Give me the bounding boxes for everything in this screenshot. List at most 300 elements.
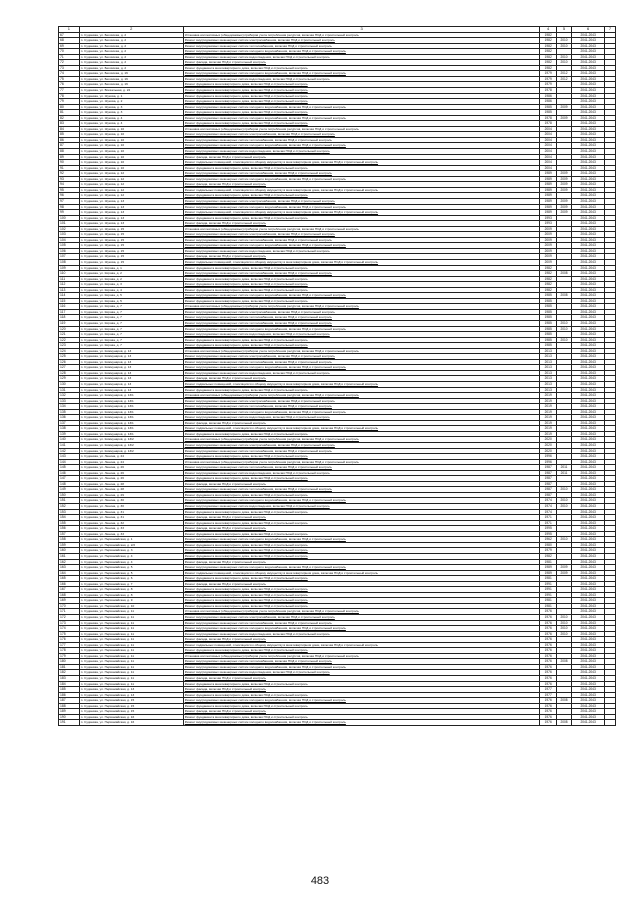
planned-period-cell: 2041-2043 [572,504,605,510]
build-year-cell: 1976 [540,659,556,665]
address-cell: п. Судиевка, ул. Ленина, д. 26 [79,476,183,482]
last-repair-cell: 2010 [556,337,571,343]
build-year-cell: 2013 [540,359,556,365]
row-number: 111 [59,276,80,282]
build-year-cell: 1976 [540,670,556,676]
planned-period-cell: 2041-2043 [572,487,605,493]
planned-period-cell: 2041-2043 [572,409,605,415]
planned-period-cell: 2041-2043 [572,559,605,565]
build-year-cell: 2019 [540,409,556,415]
planned-period-cell: 2041-2043 [572,614,605,620]
last-repair-cell: 2008 [556,271,571,277]
build-year-cell: 1981 [540,598,556,604]
build-year-cell: 1985 [540,104,556,110]
build-year-cell: 1985 [540,326,556,332]
planned-period-cell: 2041-2043 [572,570,605,576]
planned-period-cell: 2041-2043 [572,71,605,77]
planned-period-cell: 2041-2043 [572,703,605,709]
address-cell: п. Судиевка, ул. Коммунаров, д. 13 [79,365,183,371]
address-cell: п. Судиевка, ул. Вокзальная, д. 24 [79,88,183,94]
build-year-cell: 2013 [540,376,556,382]
address-cell: п. Судиевка, ул. Беговская, д. 16 [79,82,183,88]
address-cell: п. Судиевка, ул. Жукова, д. 15 [79,237,183,243]
last-repair-cell: 2008 [556,659,571,665]
row-number: 86 [59,137,80,143]
last-repair-cell: 2010 [556,320,571,326]
build-year-cell: 2004 [540,160,556,166]
work-type-cell: Ремонт фундамента многоквартирного дома, включая ПСД и строительный контроль [183,431,540,437]
build-year-cell: 1974 [540,498,556,504]
address-cell: п. Судиевка, ул. Коммунаров, д. 13/2 [79,437,183,443]
address-cell: п. Судиевка, ул. Ленина, д. 24 [79,459,183,465]
row-number: 131 [59,387,80,393]
row-number: 124 [59,348,80,354]
build-year-cell: 1982 [540,553,556,559]
build-year-cell: 1982 [540,271,556,277]
build-year-cell: 1976 [540,614,556,620]
address-cell: п. Судиевка, ул. Кирова, д. 5 [79,293,183,299]
work-type-cell: Ремонт подвальных помещений, относящихся к общему имуществу в многоквартирном доме, включая ПСД и строительный контроль [183,259,540,265]
row-number: 150 [59,492,80,498]
build-year-cell: 1985 [540,315,556,321]
address-cell: п. Судиевка, ул. Первомайская, д. 16 [79,720,183,726]
address-cell: п. Судиевка, ул. Жукова, д. 15 [79,226,183,232]
build-year-cell: 1979 [540,76,556,82]
address-cell: п. Судиевка, ул. Первомайская, д. 11 [79,653,183,659]
work-type-cell: Ремонт внутридомовых инженерных систем теплоснабжения, включая ПСД и строительный контроль [183,237,540,243]
work-type-cell: Ремонт фундамента многоквартирного дома, включая ПСД и строительный контроль [183,287,540,293]
row-number: 105 [59,243,80,249]
address-cell: п. Судиевка, ул. Первомайская, д. 15 [79,703,183,709]
planned-period-cell: 2041-2043 [572,603,605,609]
address-cell: п. Судиевка, ул. Первомайская, д. 5 [79,565,183,571]
address-cell: п. Судиевка, ул. Кирова, д. 1 [79,265,183,271]
planned-period-cell: 2041-2043 [572,176,605,182]
build-year-cell: 2013 [540,370,556,376]
build-year-cell: 2020 [540,448,556,454]
work-type-cell: Ремонт фасада, включая ПСД и строительный контроль [183,515,540,521]
header-cell: 1 [59,27,80,33]
build-year-cell: 1985 [540,343,556,349]
row-number: 85 [59,132,80,138]
planned-period-cell: 2041-2043 [572,565,605,571]
work-type-cell: Ремонт внутридомовых инженерных систем теплоснабжения, включая ПСД и строительный контроль [183,404,540,410]
build-year-cell: 2013 [540,387,556,393]
work-type-cell: Ремонт внутридомовых инженерных систем теплоснабжения, включая ПСД и строительный контроль [183,448,540,454]
build-year-cell: 1989 [540,570,556,576]
planned-period-cell: 2041-2043 [572,88,605,94]
planned-period-cell: 2041-2043 [572,198,605,204]
build-year-cell: 2019 [540,431,556,437]
work-type-cell: Ремонт внутридомовых инженерных систем холодного водоснабжения, включая ПСД и строительный контроль [183,143,540,149]
work-type-cell: Ремонт фасада, включая ПСД и строительный контроль [183,675,540,681]
work-type-cell: Ремонт внутридомовых инженерных систем теплоснабжения, включая ПСД и строительный контроль [183,487,540,493]
row-number: 79 [59,99,80,105]
row-number: 183 [59,675,80,681]
planned-period-cell: 2041-2043 [572,354,605,360]
document-sheet [58,26,616,726]
work-type-cell: Ремонт фундамента многоквартирного дома, включая ПСД и строительный контроль [183,282,540,288]
work-type-cell: Ремонт фасада, включая ПСД и строительный контроль [183,581,540,587]
address-cell: п. Судиевка, ул. Ленина, д. 33 [79,526,183,532]
build-year-cell: 1989 [540,171,556,177]
row-number: 136 [59,415,80,421]
build-year-cell: 1982 [540,38,556,44]
row-number: 158 [59,537,80,543]
address-cell: п. Судиевка, ул. Коммунаров, д. 13 [79,387,183,393]
last-repair-cell: 2009 [556,187,571,193]
build-year-cell: 2004 [540,165,556,171]
build-year-cell: 1989 [540,193,556,199]
address-cell: п. Судиевка, ул. Кирова, д. 3 [79,282,183,288]
work-type-cell: Ремонт внутридомовых инженерных систем холодного водоснабжения, включая ПСД и строительный контроль [183,115,540,121]
work-type-cell: Ремонт внутридомовых инженерных систем теплоснабжения, включая ПСД и строительный контроль [183,320,540,326]
planned-period-cell: 2041-2043 [572,320,605,326]
build-year-cell: 1993 [540,215,556,221]
address-cell: п. Судиевка, ул. Первомайская, д. 13 [79,687,183,693]
last-repair-cell: 2008 [556,720,571,726]
build-year-cell: 1981 [540,559,556,565]
work-type-cell: Ремонт фасада, включая ПСД и строительный контроль [183,420,540,426]
build-year-cell: 1962 [540,537,556,543]
work-type-cell: Ремонт фундамента многоквартирного дома, включая ПСД и строительный контроль [183,454,540,460]
build-year-cell: 2019 [540,404,556,410]
build-year-cell: 1976 [540,714,556,720]
last-repair-cell: 2010 [556,620,571,626]
planned-period-cell: 2041-2043 [572,254,605,260]
row-number: 104 [59,237,80,243]
planned-period-cell: 2041-2043 [572,553,605,559]
work-type-cell: Ремонт внутридомовых инженерных систем водоотведения, включая ПСД и строительный контроль [183,54,540,60]
planned-period-cell: 2041-2043 [572,698,605,704]
address-cell: п. Судиевка, ул. Жукова, д. 15 [79,248,183,254]
planned-period-cell: 2041-2043 [572,282,605,288]
build-year-cell: 1981 [540,576,556,582]
planned-period-cell: 2041-2043 [572,49,605,55]
planned-period-cell: 2041-2043 [572,531,605,537]
row-number: 184 [59,681,80,687]
work-type-cell: Установка коллективных (общедомовых) приборов учета потребления ресурсов, включая ПСД и строительный контроль [183,348,540,354]
work-type-cell: Ремонт внутридомовых инженерных систем холодного водоснабжения, включая ПСД и строительный контроль [183,49,540,55]
row-number: 128 [59,370,80,376]
table-body [59,32,616,725]
planned-period-cell: 2041-2043 [572,82,605,88]
build-year-cell: 1986 [540,99,556,105]
planned-period-cell: 2041-2043 [572,65,605,71]
build-year-cell: 1976 [540,653,556,659]
planned-period-cell: 2041-2043 [572,648,605,654]
last-repair-cell: 2010 [556,487,571,493]
build-year-cell: 1980 [540,542,556,548]
work-type-cell: Ремонт фасада, включая ПСД и строительный контроль [183,154,540,160]
table-row [59,720,616,726]
build-year-cell: 2009 [540,248,556,254]
row-number: 99 [59,210,80,216]
build-year-cell: 1985 [540,298,556,304]
planned-period-cell: 2041-2043 [572,492,605,498]
address-cell: п. Судиевка, ул. Коммунаров, д. 13 [79,354,183,360]
planned-period-cell: 2041-2043 [572,598,605,604]
work-type-cell: Ремонт внутридомовых инженерных систем холодного водоснабжения, включая ПСД и строительный контроль [183,720,540,726]
build-year-cell: 2004 [540,137,556,143]
planned-period-cell: 2041-2043 [572,576,605,582]
build-year-cell: 1976 [540,664,556,670]
build-year-cell: 1996 [540,459,556,465]
planned-period-cell: 2041-2043 [572,459,605,465]
last-repair-cell: 2008 [556,698,571,704]
row-number: 121 [59,332,80,338]
last-repair-cell: 2009 [556,565,571,571]
row-number: 148 [59,481,80,487]
row-number: 90 [59,160,80,166]
address-cell: п. Судиевка, ул. Коммунаров, д. 13/2 [79,448,183,454]
planned-period-cell: 2041-2043 [572,448,605,454]
build-year-cell: 1995 [540,531,556,537]
planned-period-cell: 2041-2043 [572,232,605,238]
planned-period-cell: 2041-2043 [572,104,605,110]
last-repair-cell: 2009 [556,182,571,188]
row-number: 169 [59,598,80,604]
address-cell: п. Судиевка, ул. Жукова, д. 10 [79,160,183,166]
work-type-cell: Ремонт фасада, включая ПСД и строительный контроль [183,709,540,715]
address-cell: п. Судиевка, ул. Кирова, д. 7 [79,320,183,326]
row-number: 179 [59,653,80,659]
capital-repair-table [58,26,616,726]
address-cell: п. Судиевка, ул. Первомайская, д. 11 [79,614,183,620]
row-number: 155 [59,520,80,526]
planned-period-cell: 2041-2043 [572,404,605,410]
planned-period-cell: 2041-2043 [572,265,605,271]
row-number: 190 [59,714,80,720]
work-type-cell: Ремонт внутридомовых инженерных систем электроснабжения, включая ПСД и строительный контроль [183,309,540,315]
row-number: 159 [59,542,80,548]
work-type-cell: Ремонт внутридомовых инженерных систем холодного водоснабжения, включая ПСД и строительный контроль [183,664,540,670]
row-number: 98 [59,204,80,210]
address-cell: п. Судиевка, ул. Первомайская, д. 11 [79,659,183,665]
address-cell: п. Судиевка, ул. Ленина, д. 30 [79,498,183,504]
planned-period-cell: 2041-2043 [572,709,605,715]
row-number: 170 [59,603,80,609]
last-repair-cell: 2009 [556,198,571,204]
address-cell: п. Судиевка, ул. Первомайская, д. 1 [79,537,183,543]
build-year-cell: 1982 [540,276,556,282]
work-type-cell: Ремонт фундамента многоквартирного дома, включая ПСД и строительный контроль [183,265,540,271]
planned-period-cell: 2041-2043 [572,132,605,138]
address-cell: п. Судиевка, ул. Жукова, д. 13 [79,210,183,216]
work-type-cell: Ремонт фундамента многоквартирного дома, включая ПСД и строительный контроль [183,576,540,582]
address-cell: п. Судиевка, ул. Ленина, д. 26 [79,465,183,471]
address-cell: п. Судиевка, ул. Жукова, д. 2 [79,99,183,105]
address-cell: п. Судиевка, ул. Коммунаров, д. 13/2 [79,443,183,449]
last-repair-cell: 2010 [556,626,571,632]
work-type-cell: Ремонт внутридомовых инженерных систем холодного водоснабжения, включая ПСД и строительный контроль [183,104,540,110]
address-cell: п. Судиевка, ул. Жукова, д. 10 [79,137,183,143]
address-cell: п. Судиевка, ул. Коммунаров, д. 13 [79,359,183,365]
address-cell: п. Судиевка, ул. Ленина, д. 30 [79,504,183,510]
build-year-cell: 1985 [540,110,556,116]
row-number: 188 [59,703,80,709]
work-type-cell: Ремонт внутридомовых инженерных систем холодного водоснабжения, включая ПСД и строительный контроль [183,365,540,371]
build-year-cell: 2004 [540,149,556,155]
row-number: 81 [59,110,80,116]
address-cell: п. Судиевка, ул. Кирова, д. 2 [79,271,183,277]
work-type-cell: Ремонт внутридомовых инженерных систем электроснабжения, включая ПСД и строительный контроль [183,614,540,620]
work-type-cell: Ремонт внутридомовых инженерных систем холодного водоснабжения, включая ПСД и строительный контроль [183,326,540,332]
row-number: 160 [59,548,80,554]
row-number: 129 [59,376,80,382]
address-cell: п. Судиевка, ул. Первомайская, д. 11 [79,675,183,681]
work-type-cell: Ремонт подвальных помещений, относящихся к общему имуществу в многоквартирном доме, включая ПСД и строительный контроль [183,382,540,388]
row-number: 187 [59,698,80,704]
work-type-cell: Ремонт фундамента многоквартирного дома, включая ПСД и строительный контроль [183,492,540,498]
address-cell: п. Судиевка, ул. Беговская, д. 2 [79,60,183,66]
row-number: 139 [59,431,80,437]
address-cell: п. Судиевка, ул. Ленина, д. 24 [79,454,183,460]
address-cell: п. Судиевка, ул. Первомайская, д. 8 [79,587,183,593]
planned-period-cell: 2041-2043 [572,343,605,349]
work-type-cell: Ремонт фундамента многоквартирного дома, включая ПСД и строительный контроль [183,542,540,548]
address-cell: п. Судиевка, ул. Первомайская, д. 11 [79,626,183,632]
address-cell: п. Судиевка, ул. Жукова, д. 10 [79,132,183,138]
work-type-cell: Ремонт внутридомовых инженерных систем теплоснабжения, включая ПСД и строительный контроль [183,171,540,177]
row-number: 87 [59,143,80,149]
planned-period-cell: 2041-2043 [572,420,605,426]
build-year-cell: 1976 [540,626,556,632]
row-number: 134 [59,404,80,410]
row-number: 80 [59,104,80,110]
row-number: 138 [59,426,80,432]
address-cell: п. Судиевка, ул. Кирова, д. 2 [79,276,183,282]
build-year-cell: 2004 [540,132,556,138]
planned-period-cell: 2041-2043 [572,326,605,332]
last-repair-cell: 2010 [556,326,571,332]
work-type-cell: Ремонт внутридомовых инженерных систем теплоснабжения, включая ПСД и строительный контроль [183,137,540,143]
build-year-cell: 2019 [540,420,556,426]
row-number: 122 [59,337,80,343]
address-cell: п. Судиевка, ул. Жукова, д. 15 [79,243,183,249]
work-type-cell: Ремонт фасада, включая ПСД и строительный контроль [183,376,540,382]
row-number: 108 [59,259,80,265]
row-number: 97 [59,198,80,204]
build-year-cell: 1982 [540,265,556,271]
planned-period-cell: 2041-2043 [572,182,605,188]
work-type-cell: Ремонт фасада, включая ПСД и строительный контроль [183,60,540,66]
header-cell: 5 [556,27,571,33]
planned-period-cell: 2041-2043 [572,137,605,143]
row-number: 177 [59,642,80,648]
header-cell: 3 [183,27,540,33]
planned-period-cell: 2041-2043 [572,115,605,121]
work-type-cell: Ремонт фундамента многоквартирного дома, включая ПСД и строительный контроль [183,193,540,199]
work-type-cell: Ремонт внутридомовых инженерных систем теплоснабжения, включая ПСД и строительный контроль [183,271,540,277]
work-type-cell: Ремонт внутридомовых инженерных систем электроснабжения, включая ПСД и строительный контроль [183,232,540,238]
build-year-cell: 1982 [540,54,556,60]
last-repair-cell: 2011 [556,470,571,476]
planned-period-cell: 2041-2043 [572,76,605,82]
planned-period-cell: 2041-2043 [572,337,605,343]
build-year-cell: 2004 [540,143,556,149]
row-number: 189 [59,709,80,715]
row-number: 180 [59,659,80,665]
address-cell: п. Судиевка, ул. Первомайская, д. 11 [79,620,183,626]
row-number: 96 [59,193,80,199]
build-year-cell: 2013 [540,348,556,354]
address-cell: п. Судиевка, ул. Жукова, д. 1 [79,93,183,99]
planned-period-cell: 2041-2043 [572,631,605,637]
planned-period-cell: 2041-2043 [572,359,605,365]
work-type-cell: Установка коллективных (общедомовых) приборов учета потребления ресурсов, включая ПСД и строительный контроль [183,304,540,310]
planned-period-cell: 2041-2043 [572,609,605,615]
build-year-cell: 2020 [540,437,556,443]
address-cell: п. Судиевка, ул. Жукова, д. 12 [79,176,183,182]
work-type-cell: Ремонт внутридомовых инженерных систем электроснабжения, включая ПСД и строительный контроль [183,38,540,44]
work-type-cell: Установка коллективных (общедомовых) приборов учета потребления ресурсов, включая ПСД и строительный контроль [183,437,540,443]
row-number: 118 [59,315,80,321]
work-type-cell: Ремонт внутридомовых инженерных систем теплоснабжения, включая ПСД и строительный контроль [183,315,540,321]
row-number: 162 [59,559,80,565]
planned-period-cell: 2041-2043 [572,332,605,338]
row-number: 163 [59,565,80,571]
planned-period-cell: 2041-2043 [572,470,605,476]
work-type-cell: Ремонт внутридомовых инженерных систем теплоснабжения, включая ПСД и строительный контроль [183,359,540,365]
planned-period-cell: 2041-2043 [572,226,605,232]
row-number: 92 [59,171,80,177]
planned-period-cell: 2041-2043 [572,126,605,132]
row-number: 78 [59,93,80,99]
planned-period-cell: 2041-2043 [572,149,605,155]
row-number: 142 [59,448,80,454]
build-year-cell: 1979 [540,82,556,88]
planned-period-cell: 2041-2043 [572,415,605,421]
planned-period-cell: 2041-2043 [572,276,605,282]
build-year-cell: 2019 [540,426,556,432]
planned-period-cell: 2041-2043 [572,714,605,720]
header-cell: 7 [605,27,616,33]
work-type-cell: Ремонт внутридомовых инженерных систем холодного водоснабжения, включая ПСД и строительный контроль [183,204,540,210]
build-year-cell: 1987 [540,476,556,482]
planned-period-cell: 2041-2043 [572,642,605,648]
build-year-cell: 1989 [540,210,556,216]
work-type-cell: Ремонт внутридомовых инженерных систем теплоснабжения, включая ПСД и строительный контроль [183,620,540,626]
build-year-cell: 1976 [540,698,556,704]
planned-period-cell: 2041-2043 [572,259,605,265]
address-cell: п. Судиевка, ул. Жукова, д. 12 [79,171,183,177]
planned-period-cell: 2041-2043 [572,287,605,293]
build-year-cell: 1989 [540,565,556,571]
work-type-cell: Установка коллективных (общедомовых) приборов учета потребления ресурсов, включая ПСД и строительный контроль [183,459,540,465]
build-year-cell: 1982 [540,287,556,293]
work-type-cell: Ремонт фундамента многоквартирного дома, включая ПСД и строительный контроль [183,592,540,598]
planned-period-cell: 2041-2043 [572,365,605,371]
row-number: 110 [59,271,80,277]
build-year-cell: 1978 [540,115,556,121]
work-type-cell: Установка коллективных (общедомовых) приборов учета потребления ресурсов, включая ПСД и строительный контроль [183,393,540,399]
work-type-cell: Ремонт внутридомовых инженерных систем холодного водоснабжения, включая ПСД и строительный контроль [183,176,540,182]
address-cell: п. Судиевка, ул. Жукова, д. 15 [79,232,183,238]
planned-period-cell: 2041-2043 [572,620,605,626]
planned-period-cell: 2041-2043 [572,476,605,482]
row-number: 82 [59,115,80,121]
planned-period-cell: 2041-2043 [572,248,605,254]
address-cell: п. Судиевка, ул. Первомайская, д. 15 [79,698,183,704]
planned-period-cell: 2041-2043 [572,309,605,315]
build-year-cell: 1978 [540,121,556,127]
last-repair-cell: 2009 [556,104,571,110]
address-cell: п. Судиевка, ул. Первомайская, д. 11 [79,664,183,670]
work-type-cell: Ремонт фасада, включая ПСД и строительный контроль [183,221,540,227]
work-type-cell: Ремонт внутридомовых инженерных систем электроснабжения, включая ПСД и строительный контроль [183,443,540,449]
build-year-cell: 1979 [540,71,556,77]
